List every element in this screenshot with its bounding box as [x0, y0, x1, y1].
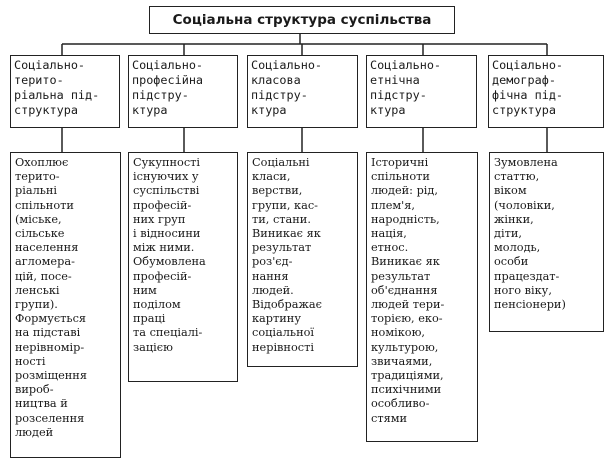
header-class: Соціально- класова підстру- ктура — [247, 55, 358, 128]
body-ethnic: Історичні спільноти людей: рід, плем'я, народність, нація, етнос. Виникає як результат об'єднання людей тери- торією, еко- номікою, культурою, звичаями, традиціями, психічними особливо- стями — [366, 152, 478, 442]
body-class: Соціальні класи, верстви, групи, кас- ти, стани. Виникає як результат роз'єд- нання людей. Відображає картину соціальної нерівності — [247, 152, 358, 367]
header-territorial: Соціально- терито- ріальна під- структура — [10, 55, 120, 128]
diagram-title: Соціальна структура суспільства — [149, 6, 455, 34]
header-professional: Соціально- професійна підстру- ктура — [128, 55, 238, 128]
body-territorial: Охоплює терито- ріальні спільноти (міське, сільське населення агломера- цій, посе- ленські групи). Формується на підставі нерівномір- ності розміщення вироб- ництва й розселення людей — [10, 152, 121, 458]
header-ethnic: Соціально- етнічна підстру- ктура — [366, 55, 477, 128]
header-demographic: Соціально- демограф- фічна під- структура — [488, 55, 604, 128]
body-demographic: Зумовлена статтю, віком (чоловіки, жінки, діти, молодь, особи працездат- ного віку, пенсіонери) — [489, 152, 604, 332]
body-professional: Сукупності існуючих у суспільстві професій- них груп і відносини між ними. Обумовлена професій- ним поділом праці та спеціалі- зацією — [128, 152, 238, 382]
